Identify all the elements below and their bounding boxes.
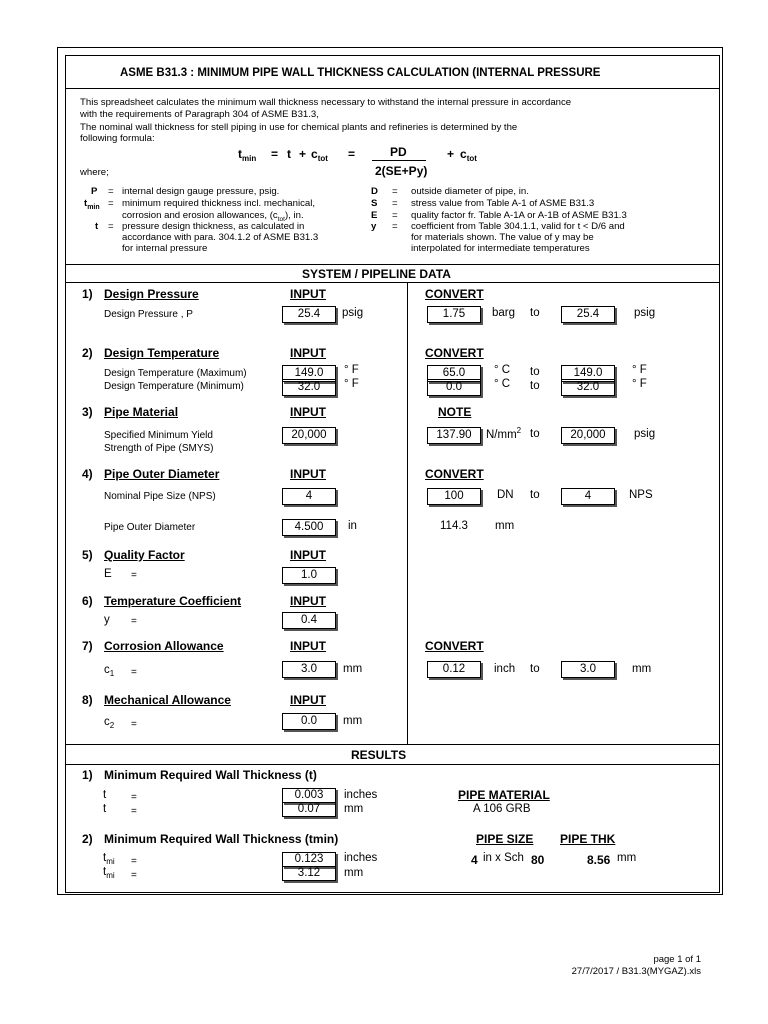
smys-nmm2[interactable]: 137.90 (427, 427, 481, 444)
results-header: RESULTS (351, 748, 407, 762)
corrosion-allowance-input[interactable]: 3.0 (282, 661, 336, 678)
pipe-size-header: PIPE SIZE (476, 832, 534, 846)
temp-min-input[interactable]: 32.0 (282, 379, 336, 396)
smys-psig-out[interactable]: 20,000 (561, 427, 615, 444)
fraction-bar (372, 160, 426, 161)
pipe-material-value: A 106 GRB (473, 803, 531, 815)
t-inches-value: 0.003 (282, 788, 336, 803)
intro-line-2: with the requirements of Paragraph 304 of ASME B31.3, (80, 109, 319, 120)
pipe-thk-value: 8.56 (587, 853, 611, 867)
dn-value[interactable]: 100 (427, 488, 481, 505)
smys-input[interactable]: 20,000 (282, 427, 336, 444)
nps-out[interactable]: 4 (561, 488, 615, 505)
pipe-material-header: PIPE MATERIAL (458, 788, 550, 802)
divider (65, 264, 720, 265)
t-mm-value: 0.07 (282, 802, 336, 817)
pipe-thk-header: PIPE THK (560, 832, 616, 846)
divider (65, 744, 720, 745)
design-pressure-input[interactable]: 25.4 (282, 306, 336, 323)
system-header: SYSTEM / PIPELINE DATA (302, 267, 451, 281)
temp-min-c[interactable]: 0.0 (427, 379, 481, 396)
design-pressure-barg[interactable]: 1.75 (427, 306, 481, 323)
mechanical-allowance-input[interactable]: 0.0 (282, 713, 336, 730)
tmin-inches-value: 0.123 (282, 852, 336, 867)
page-number: page 1 of 1 (653, 954, 701, 965)
corrosion-allowance-mm-out[interactable]: 3.0 (561, 661, 615, 678)
divider (65, 282, 720, 283)
page-title: ASME B31.3 : MINIMUM PIPE WALL THICKNESS CALCULATION (INTERNAL PRESSURE (120, 67, 601, 79)
temp-max-input[interactable]: 149.0 (282, 365, 336, 382)
quality-factor-input[interactable]: 1.0 (282, 567, 336, 584)
divider (65, 764, 720, 765)
corrosion-allowance-inch[interactable]: 0.12 (427, 661, 481, 678)
file-reference: 27/7/2017 / B31.3(MYGAZ).xls (571, 966, 701, 977)
pipe-size-nps: 4 (471, 853, 478, 867)
column-divider (407, 282, 408, 744)
od-mm-value: 114.3 (440, 520, 468, 532)
nps-input[interactable]: 4 (282, 488, 336, 505)
formula-denominator: 2(SE+Py) (375, 164, 428, 178)
tmin-mm-value: 3.12 (282, 866, 336, 881)
temp-max-f-out[interactable]: 149.0 (561, 365, 615, 382)
intro-line-1: This spreadsheet calculates the minimum wall thickness necessary to withstand the internal pressure in accordance (80, 97, 572, 108)
pipe-schedule: 80 (531, 853, 545, 867)
divider (65, 88, 720, 89)
where-label: where; (80, 167, 109, 178)
formula-numerator: PD (390, 145, 407, 159)
od-input[interactable]: 4.500 (282, 519, 336, 536)
design-pressure-psig-out[interactable]: 25.4 (561, 306, 615, 323)
temp-min-f-out[interactable]: 32.0 (561, 379, 615, 396)
temp-max-c[interactable]: 65.0 (427, 365, 481, 382)
temp-coefficient-input[interactable]: 0.4 (282, 612, 336, 629)
intro-line-3: The nominal wall thickness for stell piping in use for chemical plants and refineries is determined by the (80, 122, 518, 133)
intro-line-4: following formula: (80, 133, 155, 144)
